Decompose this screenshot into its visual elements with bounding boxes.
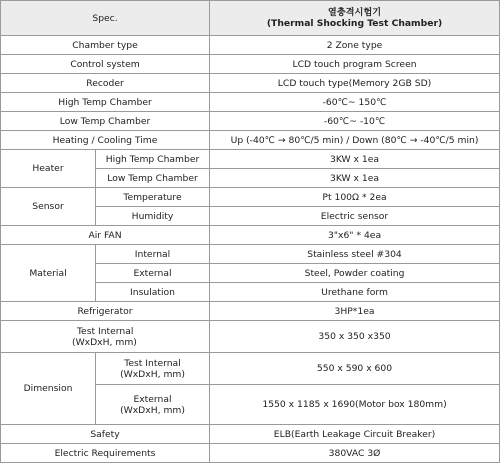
sub-label: High Temp Chamber (96, 150, 210, 169)
table-row (1, 188, 500, 207)
row-value: Steel, Powder coating (210, 264, 500, 283)
table-row (1, 353, 500, 385)
row-value: 380VAC 3Ø (210, 444, 500, 463)
row-label: Recoder (1, 74, 210, 93)
row-label: Low Temp Chamber (1, 112, 210, 131)
row-label: Air FAN (1, 226, 210, 245)
row-value: LCD touch program Screen (210, 55, 500, 74)
row-value: Pt 100Ω * 2ea (210, 188, 500, 207)
sub-label (96, 353, 210, 385)
row-value: 3KW x 1ea (210, 169, 500, 188)
sub-label-line1: Test Internal (124, 357, 181, 369)
row-value: Up (-40℃ → 80℃/5 min) / Down (80℃ → -40℃/5 min) (210, 131, 500, 150)
sub-label: Humidity (96, 207, 210, 226)
row-label: Refrigerator (1, 302, 210, 321)
table-row (1, 131, 500, 150)
table-row (1, 245, 500, 264)
group-label-dimension: Dimension (1, 353, 96, 425)
group-label-material: Material (1, 245, 96, 302)
table-row (1, 444, 500, 463)
product-title-cell (210, 1, 500, 36)
table-row (1, 321, 500, 353)
row-label: Heating / Cooling Time (1, 131, 210, 150)
table-row (1, 55, 500, 74)
sub-label (96, 385, 210, 425)
row-label: High Temp Chamber (1, 93, 210, 112)
row-label (1, 321, 210, 353)
row-value: -60℃~ -10℃ (210, 112, 500, 131)
row-value: 3"x6" * 4ea (210, 226, 500, 245)
row-label: Electric Requirements (1, 444, 210, 463)
row-value: 1550 x 1185 x 1690(Motor box 180mm) (210, 385, 500, 425)
sub-label: Temperature (96, 188, 210, 207)
table-row (1, 226, 500, 245)
row-value: 350 x 350 x350 (210, 321, 500, 353)
row-value: 3HP*1ea (210, 302, 500, 321)
group-label-sensor: Sensor (1, 188, 96, 226)
sub-label-line1: External (133, 393, 172, 405)
row-label: Chamber type (1, 36, 210, 55)
sub-label: Insulation (96, 283, 210, 302)
row-label: Safety (1, 425, 210, 444)
row-label-line1: Test Internal (77, 325, 134, 337)
group-label-heater: Heater (1, 150, 96, 188)
sub-label-line2: (WxDxH, mm) (120, 404, 185, 416)
sub-label: Low Temp Chamber (96, 169, 210, 188)
row-value: Urethane form (210, 283, 500, 302)
table-row (1, 74, 500, 93)
header-row (1, 1, 500, 36)
row-value: -60℃~ 150℃ (210, 93, 500, 112)
sub-label: External (96, 264, 210, 283)
row-label-line2: (WxDxH, mm) (72, 336, 137, 348)
row-value: 3KW x 1ea (210, 150, 500, 169)
row-value: ELB(Earth Leakage Circuit Breaker) (210, 425, 500, 444)
table-row (1, 302, 500, 321)
row-value: Stainless steel #304 (210, 245, 500, 264)
table-row (1, 36, 500, 55)
table-row (1, 150, 500, 169)
product-title-korean: 열충격시험기 (327, 7, 382, 18)
row-value: 550 x 590 x 600 (210, 353, 500, 385)
table-row (1, 112, 500, 131)
row-value: LCD touch type(Memory 2GB SD) (210, 74, 500, 93)
sub-label-line2: (WxDxH, mm) (120, 368, 185, 380)
row-value: Electric sensor (210, 207, 500, 226)
table-row (1, 93, 500, 112)
row-label: Control system (1, 55, 210, 74)
product-title-english: (Thermal Shocking Test Chamber) (266, 18, 443, 29)
table-row (1, 425, 500, 444)
sub-label: Internal (96, 245, 210, 264)
spec-header-cell: Spec. (1, 1, 210, 36)
row-value: 2 Zone type (210, 36, 500, 55)
